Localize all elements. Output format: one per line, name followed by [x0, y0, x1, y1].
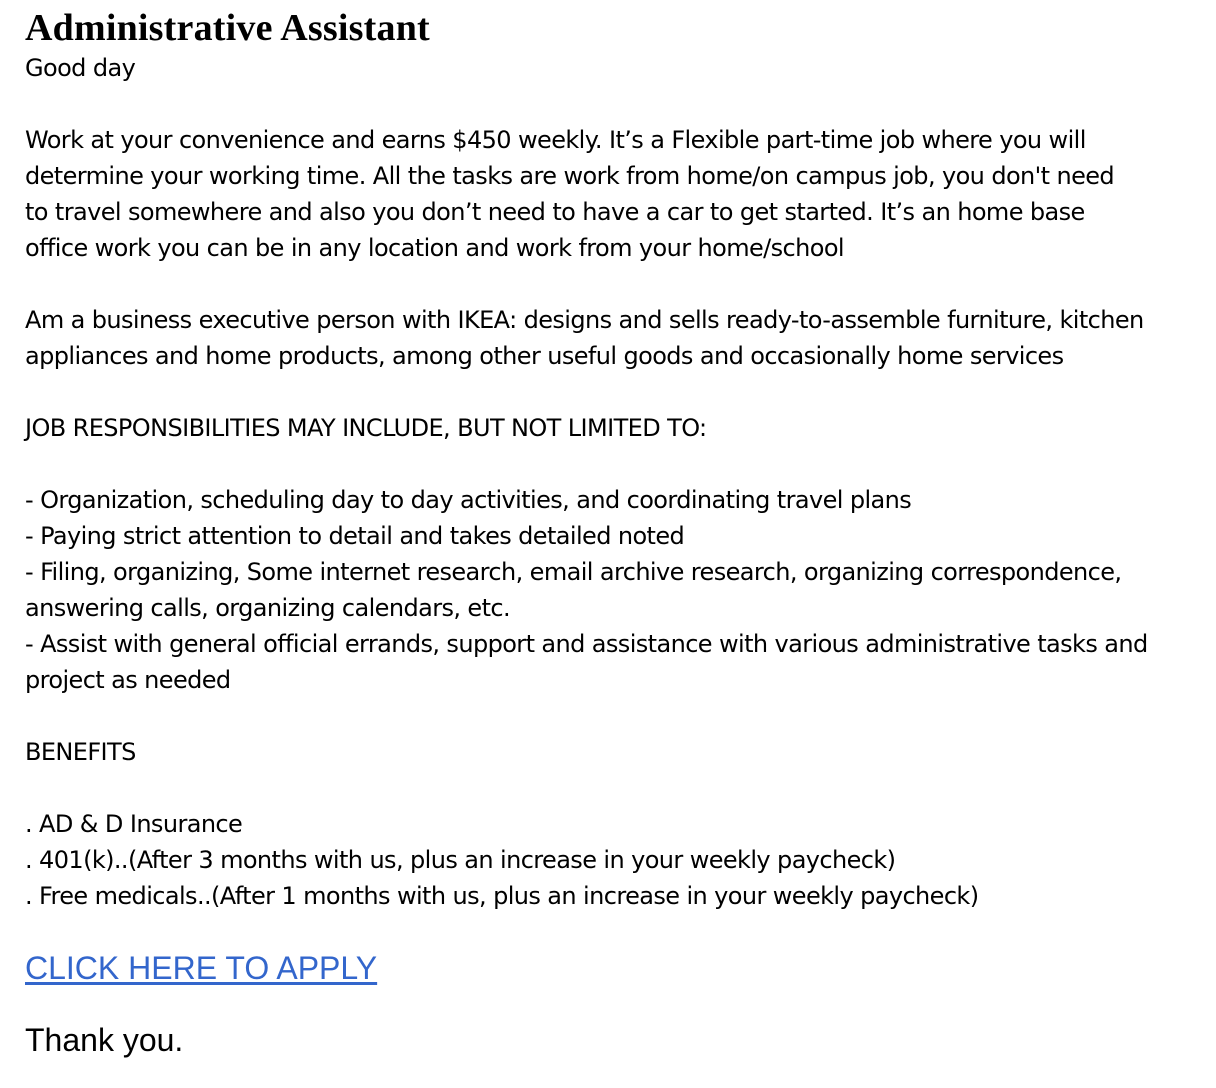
intro-line: office work you can be in any location and work from your home/school [25, 234, 844, 262]
spacer [25, 86, 1211, 122]
responsibility-line: - Filing, organizing, Some internet research, email archive research, organizing correspondence, [25, 558, 1122, 586]
about-line: appliances and home products, among other useful goods and occasionally home services [25, 342, 1064, 370]
spacer [25, 698, 1211, 734]
spacer [25, 266, 1211, 302]
responsibilities-heading: JOB RESPONSIBILITIES MAY INCLUDE, BUT NOT LIMITED TO: [25, 414, 707, 442]
email-title: Administrative Assistant [25, 7, 430, 49]
intro-line: determine your working time. All the tasks are work from home/on campus job, you don't need [25, 162, 1115, 190]
benefit-line: . Free medicals..(After 1 months with us, plus an increase in your weekly paycheck) [25, 882, 979, 910]
apply-link[interactable]: CLICK HERE TO APPLY [25, 950, 378, 986]
intro-line: to travel somewhere and also you don’t need to have a car to get started. It’s an home base [25, 198, 1085, 226]
benefit-line: . AD & D Insurance [25, 810, 243, 838]
email-content [25, 50, 1211, 914]
spacer [25, 770, 1211, 806]
benefit-line: . 401(k)..(After 3 months with us, plus an increase in your weekly paycheck) [25, 846, 896, 874]
greeting: Good day [25, 54, 136, 82]
responsibility-line: answering calls, organizing calendars, etc. [25, 594, 511, 622]
email-body [25, 0, 1211, 1060]
closing-text: Thank you. [25, 1022, 184, 1058]
responsibility-line: - Organization, scheduling day to day activities, and coordinating travel plans [25, 486, 912, 514]
about-line: Am a business executive person with IKEA: designs and sells ready-to-assemble furniture, kitchen [25, 306, 1144, 334]
benefits-heading: BENEFITS [25, 738, 136, 766]
spacer [25, 446, 1211, 482]
intro-line: Work at your convenience and earns $450 weekly. It’s a Flexible part-time job where you will [25, 126, 1086, 154]
responsibility-line: - Paying strict attention to detail and takes detailed noted [25, 522, 685, 550]
responsibility-line: project as needed [25, 666, 231, 694]
responsibility-line: - Assist with general official errands, support and assistance with various administrative tasks and [25, 630, 1148, 658]
spacer [25, 374, 1211, 410]
